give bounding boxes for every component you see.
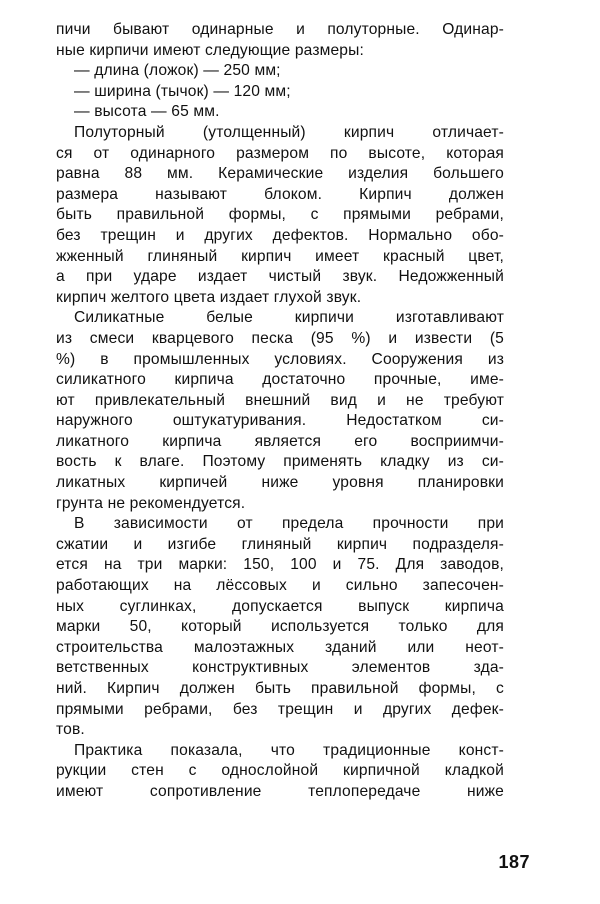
list-item: — длина (ложок) — 250 мм; bbox=[74, 62, 281, 80]
page-body bbox=[56, 20, 504, 803]
text-line: без трещин и других дефектов. Нормально обо- bbox=[56, 226, 504, 244]
text-line: строительства малоэтажных зданий или неот- bbox=[56, 638, 504, 656]
text-line: равна 88 мм. Керамические изделия большего bbox=[56, 165, 504, 183]
text-line: ных суглинках, допускается выпуск кирпича bbox=[56, 597, 504, 615]
text-line: ют привлекательный внешний вид и не требуют bbox=[56, 391, 504, 409]
text-line: %) в промышленных условиях. Сооружения из bbox=[56, 350, 504, 368]
text-line: марки 50, который используется только для bbox=[56, 618, 504, 636]
text-line: пичи бывают одинарные и полуторные. Одинар- bbox=[56, 21, 504, 38]
text-line: из смеси кварцевого песка (95 %) и извести (5 bbox=[56, 329, 504, 347]
text-line: ветственных конструктивных элементов зда- bbox=[56, 659, 504, 677]
text-line: тов. bbox=[56, 721, 85, 739]
paragraph-3 bbox=[56, 308, 504, 514]
text-line: быть правильной формы, с прямыми ребрами, bbox=[56, 206, 504, 224]
page-number: 187 bbox=[498, 852, 530, 872]
text-line: работающих на лёссовых и сильно запесочен- bbox=[56, 577, 504, 595]
text-line: ликатных кирпичей ниже уровня планировки bbox=[56, 474, 504, 492]
text-line: Практика показала, что традиционные конст- bbox=[74, 741, 504, 759]
paragraph-5 bbox=[56, 741, 504, 803]
text-line: размера называют блоком. Кирпич должен bbox=[56, 185, 504, 203]
list-item: — ширина (тычок) — 120 мм; bbox=[74, 82, 291, 100]
text-line: наружного оштукатуривания. Недостатком си- bbox=[56, 412, 504, 430]
list-item: — высота — 65 мм. bbox=[74, 103, 220, 121]
text-line: ные кирпичи имеют следующие размеры: bbox=[56, 41, 364, 59]
paragraph-1 bbox=[56, 20, 504, 61]
text-line: ний. Кирпич должен быть правильной формы, с bbox=[56, 680, 504, 697]
text-line: прямыми ребрами, без трещин и других дефек- bbox=[56, 700, 504, 718]
text-line: Силикатные белые кирпичи изготавливают bbox=[74, 309, 504, 327]
text-line: имеют сопротивление теплопередаче ниже bbox=[56, 782, 504, 800]
paragraph-2 bbox=[56, 123, 504, 308]
size-list bbox=[56, 61, 504, 123]
paragraph-4 bbox=[56, 514, 504, 741]
text-line: кирпич желтого цвета издает глухой звук. bbox=[56, 288, 362, 306]
text-line: ся от одинарного размером по высоте, которая bbox=[56, 144, 504, 162]
text-line: а при ударе издает чистый звук. Недожженный bbox=[56, 268, 504, 286]
text-line: силикатного кирпича достаточно прочные, име- bbox=[56, 371, 504, 389]
text-line: рукции стен с однослойной кирпичной кладкой bbox=[56, 762, 504, 780]
text-line: ликатного кирпича является его восприимчи- bbox=[56, 432, 504, 450]
text-line: грунта не рекомендуется. bbox=[56, 494, 246, 512]
text-line: жженный глиняный кирпич имеет красный цвет, bbox=[56, 247, 504, 265]
text-line: ется на три марки: 150, 100 и 75. Для заводов, bbox=[56, 556, 504, 574]
text-line: сжатии и изгибе глиняный кирпич подразделя- bbox=[56, 535, 504, 553]
text-line: Полуторный (утолщенный) кирпич отличает- bbox=[74, 123, 504, 141]
text-line: В зависимости от предела прочности при bbox=[74, 515, 504, 533]
text-line: вость к влаге. Поэтому применять кладку из си- bbox=[56, 453, 504, 471]
